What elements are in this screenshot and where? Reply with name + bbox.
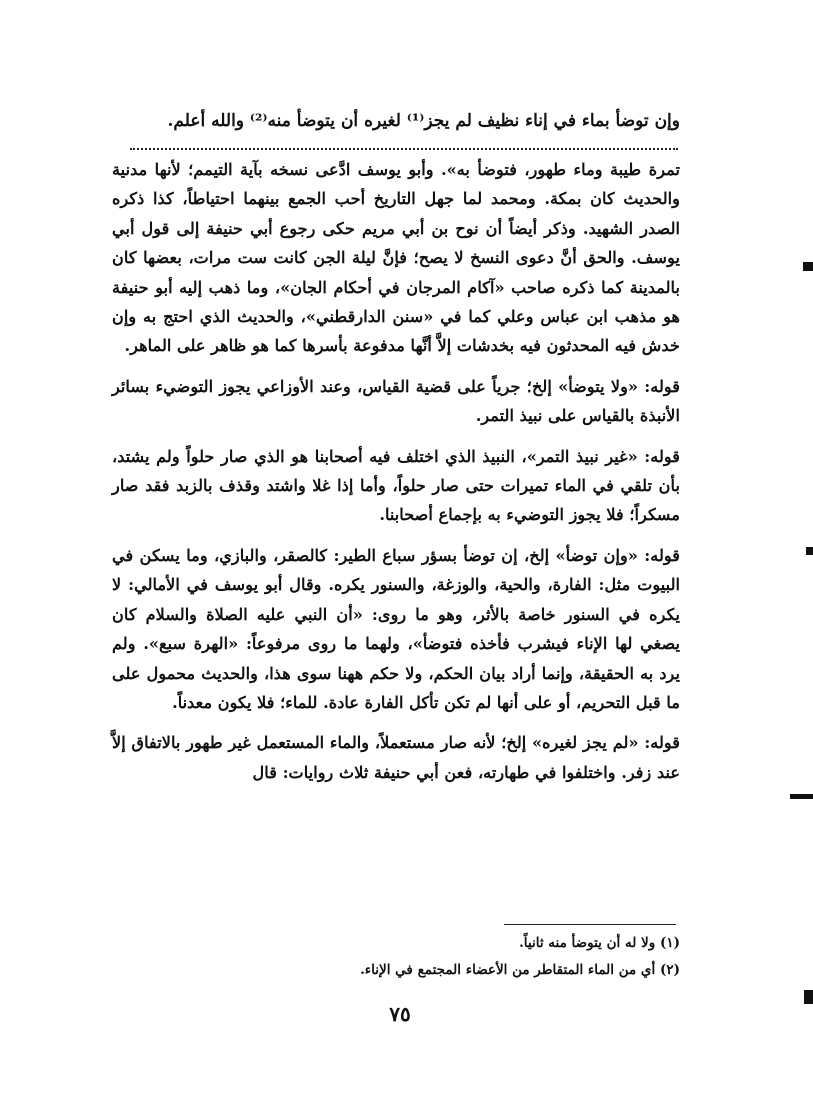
footnotes-block — [112, 930, 680, 984]
commentary-paragraph: قوله: «وإن توضأ» إلخ، إن توضأ بسؤر سباع الطير: كالصقر، والبازي، وما يسكن في البيوت مثل: الفارة، والحية، والوزغة، والسنور يكره. وقال أبو يوسف في الأمالي: لا يكره في السنور خاصة بالأثر، وهو ما روى: «أن النبي عليه الصلاة والسلام كان يصغي لها الإناء فيشرب فأخذه فتوضأ»، ولهما ما روى مرفوعاً: «الهرة سبع». ولم يرد به الحقيقة، وإنما أراد بيان الحكم، ولا حكم ههنا سوى هذا، والحديث محمول على ما قبل التحريم، أو على أنها لم تكن تأكل الفارة عادة. للماء؛ فلا يكون معدناً. — [112, 545, 680, 712]
commentary-paragraph: قوله: «غير نبيذ التمر»، النبيذ الذي اختلف فيه أصحابنا هو الذي صار حلواً ولم يشتد، بأن تلقي في الماء تميرات حتى صار حلواً، وأما إذا غلا واشتد وقذف بالزبد فقد صار مسكراً؛ فلا يجوز التوضيء به بإجماع أصحابنا. — [112, 446, 680, 525]
commentary-paragraph: تمرة طيبة وماء طهور، فتوضأ به». وأبو يوسف ادَّعى نسخه بآية التيمم؛ لأنها مدنية والحديث كان بمكة. ومحمد لما جهل التاريخ أحب الجمع بينهما احتياطاً، كذا ذكره الصدر الشهيد. وذكر أيضاً أن نوح بن أبي مريم حكى رجوع أبي حنيفة إلى قول أبي يوسف. والحق أنَّ دعوى النسخ لا يصح؛ فإنَّ ليلة الجن كانت ست مرات، بعضها كان بالمدينة كما ذكره صاحب «آكام المرجان في أحكام الجان»، وما ذهب إليه أبو حنيفة هو مذهب ابن عباس وعلي كما في «سنن الدارقطني»، والحديث الذي احتج به وإن خدش فيه المحدثون فيه بخدشات إلاَّ أنَّها مدفوعة بأسرها كما هو ظاهر على الماهر. — [112, 160, 680, 356]
footnote-separator — [504, 924, 676, 925]
main-text-content: وإن توضأ بماء في إناء نظيف لم يجز⁽¹⁾ لغيره أن يتوضأ منه⁽²⁾ والله أعلم. — [167, 111, 680, 131]
page-number: ٧٥ — [389, 1002, 411, 1026]
margin-mark — [790, 794, 813, 799]
commentary-paragraph: قوله: «ولا يتوضأ» إلخ؛ جرياً على قضية القياس، وعند الأوزاعي يجوز التوضيء بسائر الأنبذة بالقياس على نبيذ التمر. — [112, 376, 680, 426]
margin-mark — [803, 262, 813, 271]
footnote: (١) ولا له أن يتوضأ منه ثانياً. — [519, 935, 680, 951]
commentary-block — [112, 155, 680, 798]
main-text-line — [112, 104, 680, 138]
commentary-paragraph: قوله: «لم يجز لغيره» إلخ؛ لأنه صار مستعملاً، والماء المستعمل غير طهور بالاتفاق إلاَّ عند زفر. واختلفوا في طهارته، فعن أبي حنيفة ثلاث روايات: قال — [112, 733, 680, 782]
margin-mark — [804, 990, 813, 1004]
margin-mark — [806, 547, 813, 555]
footnote: (٢) أي من الماء المتقاطر من الأعضاء المجتمع في الإناء. — [360, 962, 680, 978]
dotted-separator — [130, 148, 678, 150]
